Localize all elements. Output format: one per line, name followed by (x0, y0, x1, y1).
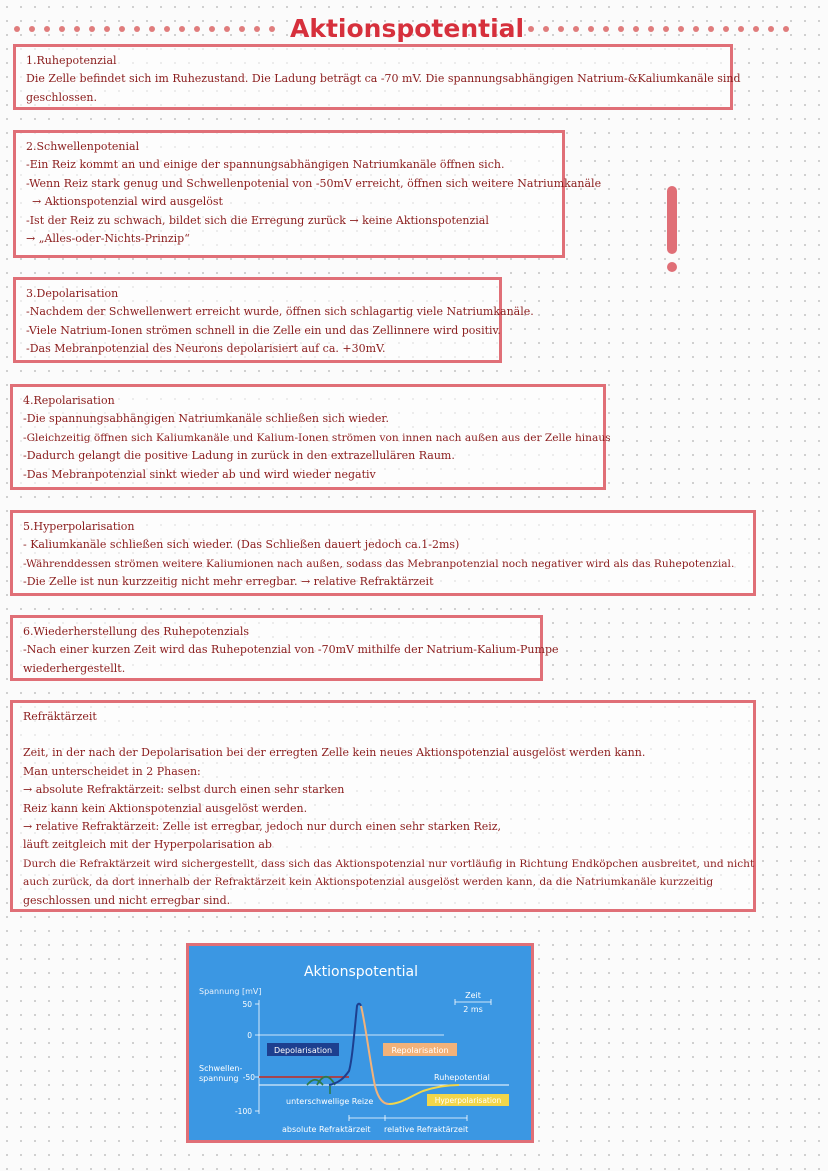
section-line: → „Alles-oder-Nichts-Prinzip“ (26, 232, 190, 246)
section-line: Man unterscheidet in 2 Phasen: (23, 764, 201, 778)
title-row (0, 12, 828, 46)
section-heading: 3.Depolarisation (26, 287, 119, 300)
y-axis-label: Spannung [mV] (199, 987, 262, 996)
section-line: läuft zeitgleich mit der Hyperpolarisation ab (23, 838, 272, 852)
y-tick-label: -100 (234, 1107, 252, 1116)
section-line: - Kaliumkanäle schließen sich wieder. (Das Schließen dauert jedoch ca.1-2ms) (23, 538, 460, 552)
relative-refractory-label: relative Refraktärzeit (384, 1125, 469, 1134)
action-potential-diagram (186, 943, 534, 1143)
y-tick-label: 50 (242, 1000, 252, 1009)
diagram-title: Aktionspotential (303, 964, 419, 980)
diagram-svg (189, 946, 531, 1140)
section-heading: 2.Schwellenpotenial (26, 140, 140, 153)
time-label: Zeit (465, 991, 481, 1000)
resting-label: Ruhepotential (434, 1073, 490, 1082)
section-line: geschlossen und nicht erregbar sind. (23, 893, 231, 907)
section-heading: 1.Ruhepotenzial (26, 54, 117, 67)
time-scale-label: 2 ms (463, 1005, 483, 1014)
depolarisation-label: Depolarisation (273, 1046, 333, 1055)
decorative-dots-right (528, 12, 789, 46)
section-line: Die Zelle befindet sich im Ruhezustand. Die Ladung beträgt ca -70 mV. Die spannungsabhängigen Natrium-&Kaliumkanäle sind (26, 72, 741, 86)
threshold-label: Schwellen- (199, 1064, 243, 1073)
threshold-label: spannung (199, 1074, 239, 1083)
section-line: -Ein Reiz kommt an und einige der spannungsabhängigen Natriumkanäle öffnen sich. (26, 158, 505, 172)
y-tick-label: 0 (247, 1031, 252, 1040)
section-refraktaerzeit (10, 700, 756, 912)
section-schwellenpotenial (13, 130, 602, 258)
section-hyperpolarisation (10, 510, 756, 596)
y-tick-label: -50 (242, 1073, 255, 1082)
decorative-dots-left (14, 12, 275, 46)
hyperpolarisation-label: Hyperpolarisation (434, 1096, 502, 1105)
section-line: geschlossen. (26, 90, 97, 104)
exclamation-icon (667, 186, 677, 254)
exclamation-dot-icon (667, 262, 677, 272)
section-repolarisation (10, 384, 611, 490)
section-line: -Die spannungsabhängigen Natriumkanäle schließen sich wieder. (23, 412, 389, 426)
section-line: -Das Mebranpotenzial des Neurons depolarisiert auf ca. +30mV. (26, 342, 386, 356)
section-line: -Nachdem der Schwellenwert erreicht wurde, öffnen sich schlagartig viele Natriumkanäle. (26, 305, 534, 319)
section-line: → Aktionspotenzial wird ausgelöst (32, 195, 223, 209)
section-line: → relative Refraktärzeit: Zelle ist erregbar, jedoch nur durch einen sehr starken Reiz, (23, 820, 502, 834)
section-heading: 5.Hyperpolarisation (23, 520, 135, 533)
page-title: Aktionspotential (290, 14, 525, 43)
section-line: Reiz kann kein Aktionspotenzial ausgelöst werden. (23, 801, 308, 815)
section-line: -Viele Natrium-Ionen strömen schnell in die Zelle ein und das Zellinnere wird positiv. (26, 323, 501, 337)
section-line: -Dadurch gelangt die positive Ladung in zurück in den extrazellulären Raum. (23, 449, 455, 463)
section-line: wiederhergestellt. (23, 661, 126, 675)
section-line: -Gleichzeitig öffnen sich Kaliumkanäle und Kalium-Ionen strömen von innen nach außen aus der Zelle hinaus (23, 431, 611, 444)
section-heading: Refräktärzeit (23, 710, 97, 723)
section-line: Zeit, in der nach der Depolarisation bei der erregten Zelle kein neues Aktionspotenzial ausgelöst werden kann. (23, 746, 646, 760)
subthreshold-label: unterschwellige Reize (286, 1097, 374, 1106)
section-ruhepotenzial (13, 44, 741, 110)
section-depolarisation (13, 277, 534, 363)
section-wiederherstellung (10, 615, 559, 681)
section-line: auch zurück, da dort innerhalb der Refraktärzeit kein Aktionspotenzial ausgelöst werden kann, da die Natriumkanäle kurzzeitig (23, 876, 714, 889)
section-line: -Die Zelle ist nun kurzzeitig nicht mehr erregbar. → relative Refraktärzeit (23, 575, 434, 589)
section-line: -Wenn Reiz stark genug und Schwellenpotenial von -50mV erreicht, öffnen sich weitere Natriumkanäle (26, 176, 602, 190)
section-line: -Das Mebranpotenzial sinkt wieder ab und wird wieder negativ (23, 467, 376, 481)
repolarisation-label: Repolarisation (391, 1046, 449, 1055)
section-line: -Währenddessen strömen weitere Kaliumionen nach außen, sodass das Mebranpotenzial noch negativer wird als das Ruhepotenzial. (23, 557, 735, 570)
section-line: Durch die Refraktärzeit wird sichergestellt, dass sich das Aktionspotenzial nur vortläufig in Richtung Endköpchen ausbreitet, und nicht (23, 857, 755, 870)
section-line: -Nach einer kurzen Zeit wird das Ruhepotenzial von -70mV mithilfe der Natrium-Kalium-Pumpe (23, 643, 559, 657)
absolute-refractory-label: absolute Refraktärzeit (282, 1125, 371, 1134)
section-heading: 4.Repolarisation (23, 394, 115, 407)
section-line: → absolute Refraktärzeit: selbst durch einen sehr starken (23, 783, 345, 797)
section-line: -Ist der Reiz zu schwach, bildet sich die Erregung zurück → keine Aktionspotenzial (26, 213, 489, 227)
section-heading: 6.Wiederherstellung des Ruhepotenzials (23, 625, 249, 638)
